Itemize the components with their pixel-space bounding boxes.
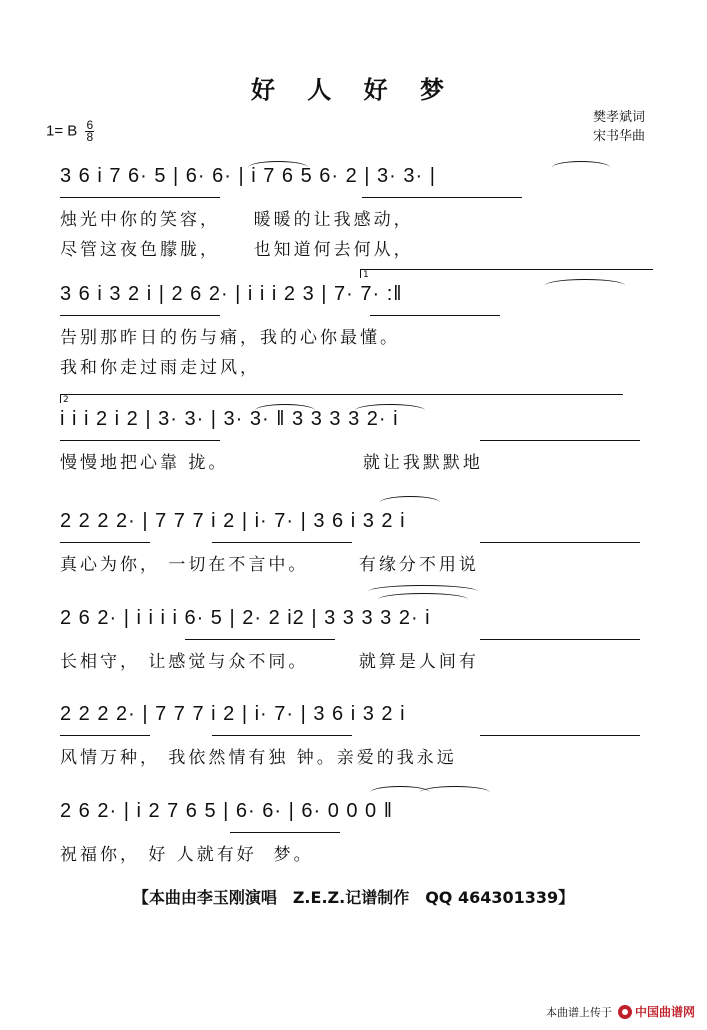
volta-1: [360, 269, 653, 278]
watermark: [546, 1003, 695, 1020]
lyric-verse-1: 烛光中你的笑容， 暖暖的让我感动，: [60, 210, 414, 230]
lyric-verse-1: 告别那昨日的伤与痛，我的心你最懂。: [60, 328, 400, 348]
beam-line: [362, 197, 522, 198]
site-logo: [618, 1003, 695, 1020]
time-signature: [85, 120, 94, 143]
score-row-5: [0, 607, 707, 707]
beam-line: [480, 735, 640, 736]
footer-note: 【本曲由李玉刚演唱 Z.E.Z.记谱制作 QQ 464301339】: [132, 888, 575, 907]
lyric-verse-1: 祝福你， 好 人就有好 梦。: [60, 845, 314, 865]
score-row-3: [0, 395, 707, 508]
lyric-verse-2: 尽管这夜色朦胧， 也知道何去何从，: [60, 240, 414, 260]
lyric-verse-2: 我和你走过雨走过风，: [60, 358, 260, 378]
watermark-text: 本曲谱上传于: [545, 1005, 612, 1019]
credits: [593, 108, 645, 146]
site-name: 中国曲谱网: [634, 1005, 695, 1019]
notation-line: 2 6 2· | i 2 7 6 5 | 6· 6· | 6· 0 0 0 ‖: [60, 800, 393, 822]
notation-line: 2 6 2· | i i i i 6· 5 | 2· 2 i2 | 3 3 3 3 2· i: [60, 607, 431, 629]
composer-credit: 宋书华曲: [592, 129, 645, 144]
lyricist-credit: 樊孝斌词: [592, 110, 645, 125]
notation-line: 2 2 2 2· | 7 7 7 i 2 | i· 7· | 3 6 i 3 2 i: [60, 510, 406, 532]
lyric-verse-1: 长相守， 让感觉与众不同。 就算是人间有: [60, 652, 479, 672]
lyric-verse-1: 真心为你， 一切在不言中。 有缘分不用说: [60, 555, 479, 575]
tie-mark: [378, 593, 468, 606]
song-title: 好 人 好 梦: [250, 76, 457, 104]
beam-line: [230, 832, 340, 833]
key-label: 1= B: [46, 122, 78, 140]
notation-line: 2 2 2 2· | 7 7 7 i 2 | i· 7· | 3 6 i 3 2 i: [60, 703, 406, 725]
tie-mark: [380, 496, 440, 509]
beam-line: [212, 735, 352, 736]
volta-2: [60, 394, 623, 403]
notation-line: i i i 2 i 2 | 3· 3· | 3· 3· ‖ 3 3 3 3 2· i: [60, 408, 399, 430]
score-row-1: [0, 165, 707, 265]
key-signature: [46, 120, 94, 143]
notation-line: 3 6 i 3 2 i | 2 6 2· | i i i 2 3 | 7· 7· :‖: [60, 283, 403, 305]
volta-1-label: 1: [363, 270, 369, 280]
time-bottom: 8: [86, 130, 94, 144]
volta-2-label: 2: [63, 395, 69, 405]
lyric-verse-1: 慢慢地把心靠 拢。 就让我默默地: [60, 453, 483, 473]
score-row-2: [0, 270, 707, 383]
beam-line: [480, 542, 640, 543]
beam-line: [480, 440, 640, 441]
beam-line: [60, 197, 220, 198]
score-row-6: [0, 703, 707, 803]
lyric-verse-1: 风情万种， 我依然情有独 钟。亲爱的我永远: [60, 748, 457, 768]
beam-line: [60, 315, 220, 316]
time-top: 6: [86, 118, 94, 132]
beam-line: [370, 315, 500, 316]
beam-line: [212, 542, 352, 543]
beam-line: [60, 542, 150, 543]
logo-icon: [618, 1005, 632, 1019]
beam-line: [60, 735, 150, 736]
score-row-4: [0, 510, 707, 610]
notation-line: 3 6 i 7 6· 5 | 6· 6· | i 7 6 5 6· 2 | 3· 3· |: [60, 165, 436, 187]
beam-line: [185, 639, 335, 640]
beam-line: [60, 440, 220, 441]
beam-line: [480, 639, 640, 640]
tie-mark: [420, 786, 490, 799]
